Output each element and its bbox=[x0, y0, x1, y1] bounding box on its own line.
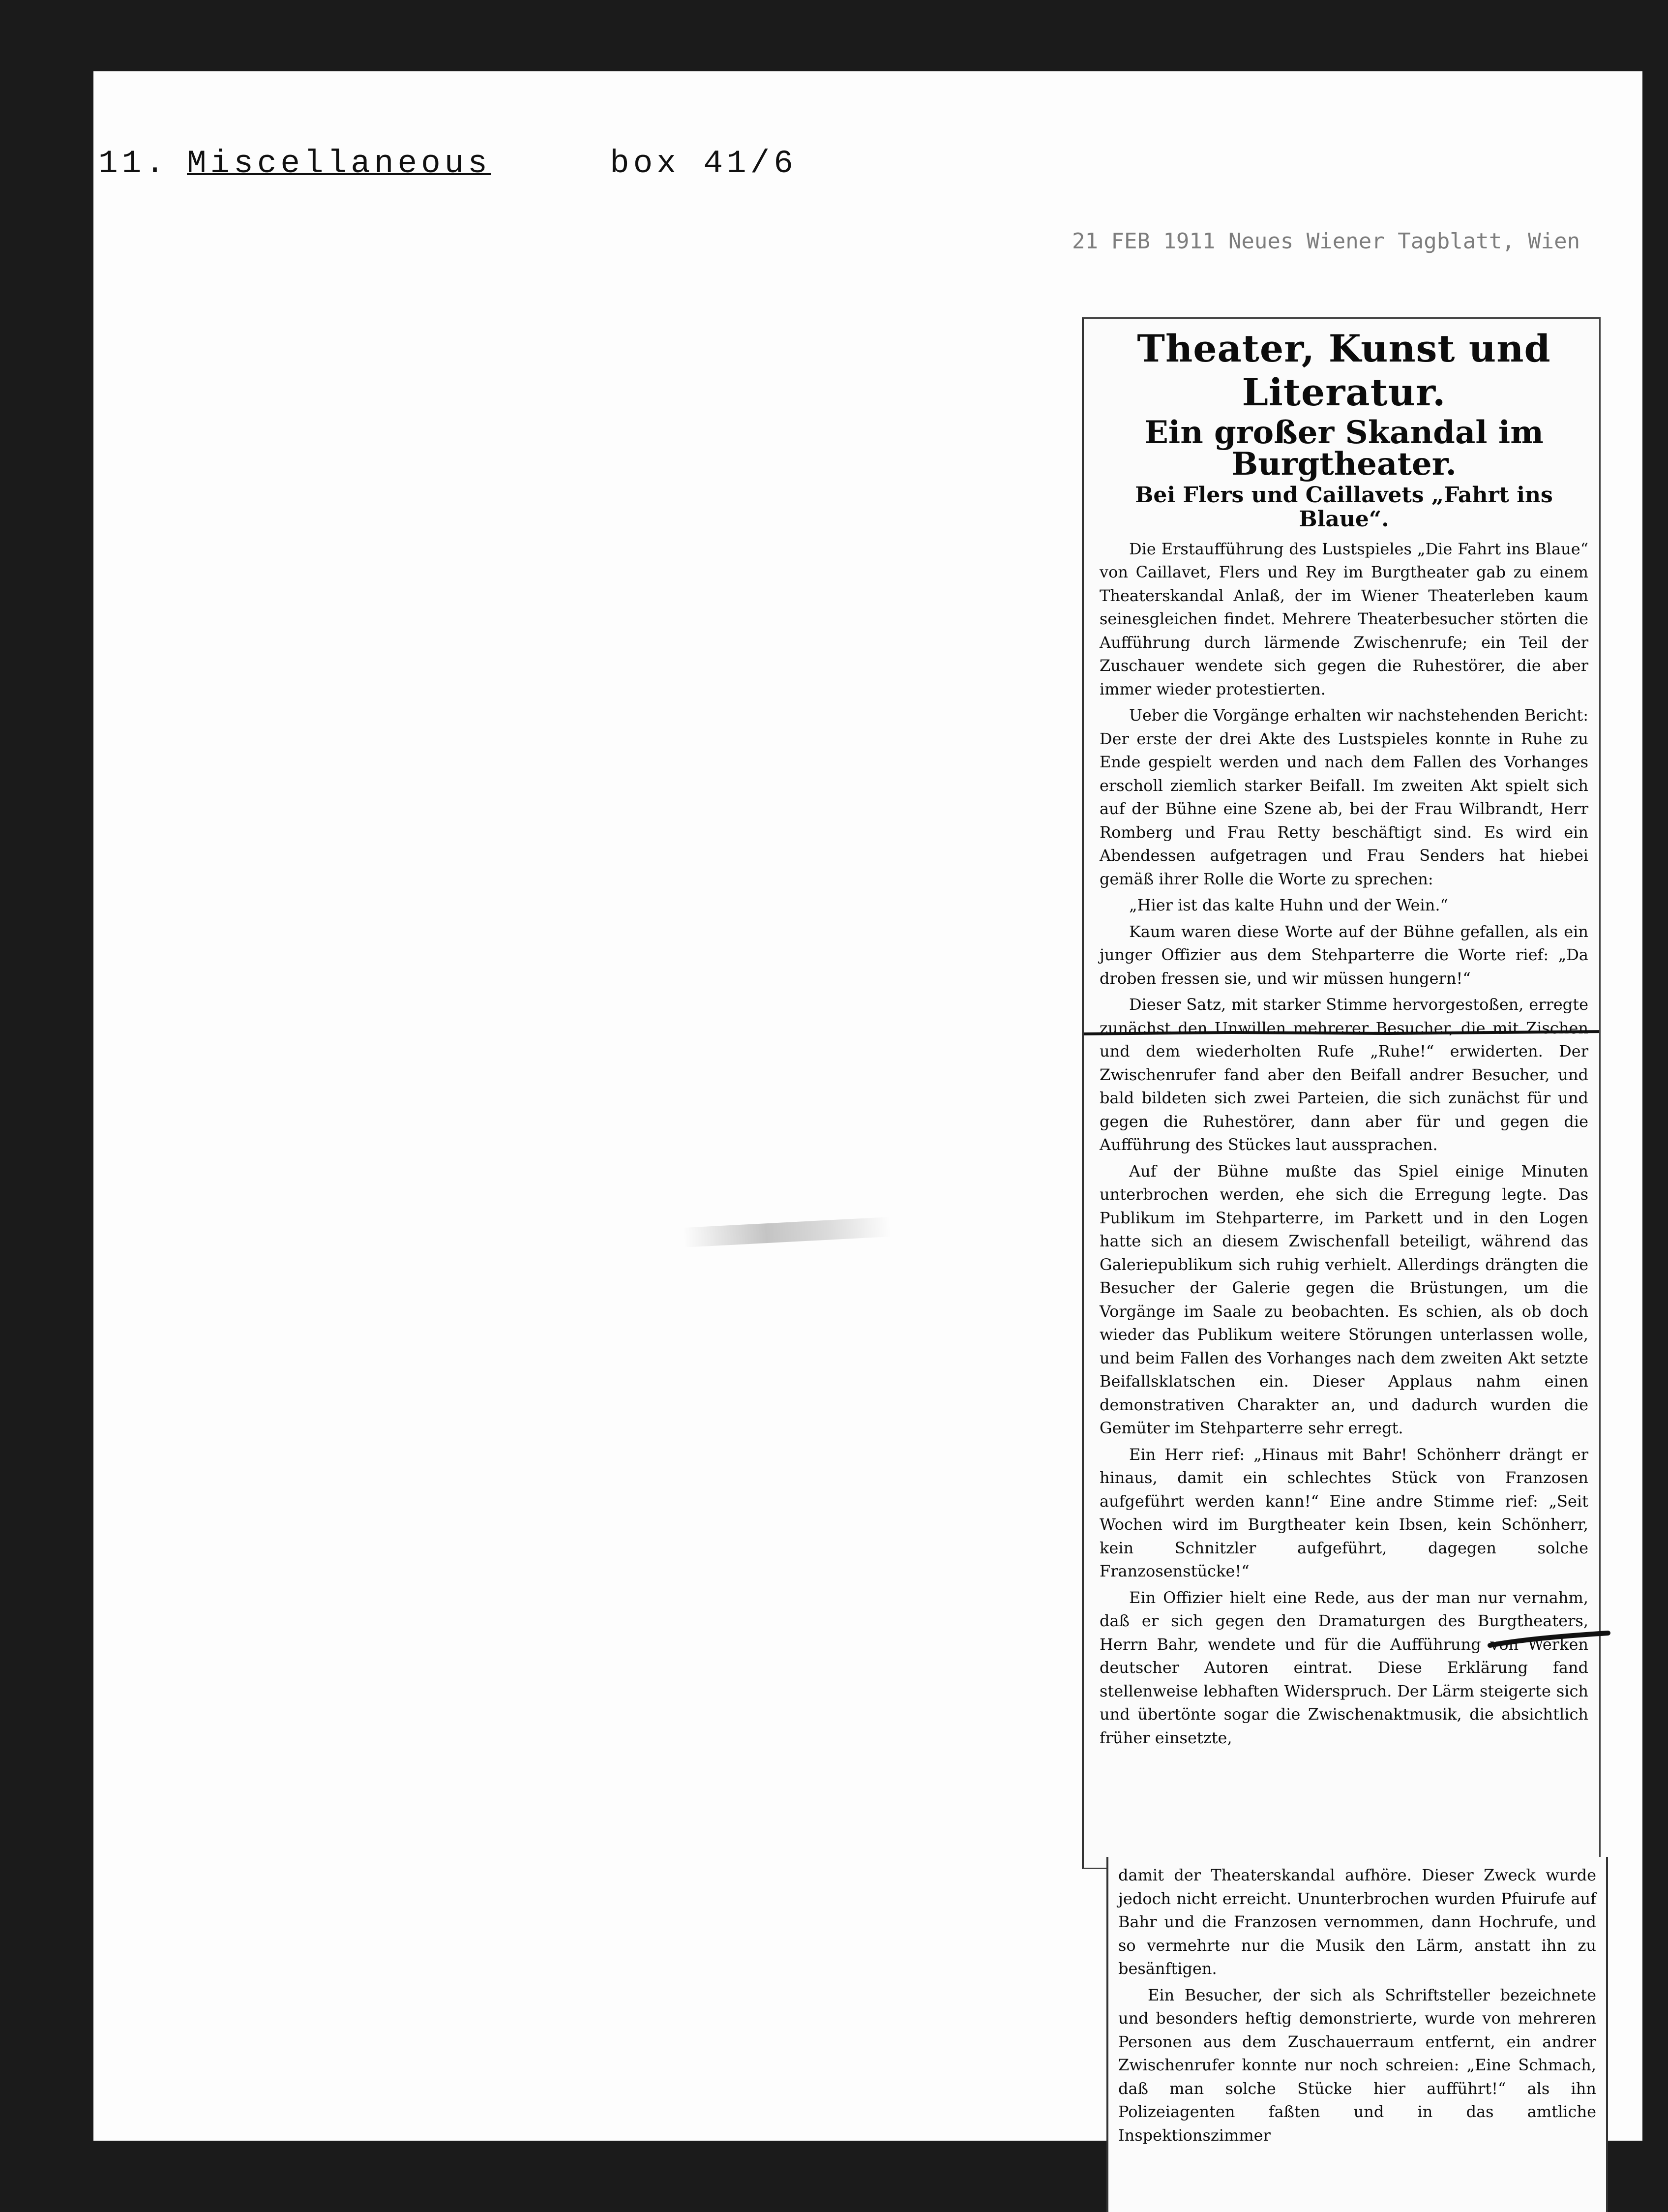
article-paragraph: damit der Theaterskandal aufhöre. Dieser Zweck wurde jedoch nicht erreicht. Ununterbrochen wurden Pfuirufe auf Bahr und die Franzosen vernommen, dann Hochrufe, und so vermehrte nur die Musik den Lärm, anstatt ihn zu besänftigen. bbox=[1118, 1866, 1596, 1978]
article-paragraph: Die Erstaufführung des Lustspieles „Die Fahrt ins Blaue“ von Caillavet, Flers und Rey im Burgtheater gab zu einem Theaterskandal Anlaß, der im Wiener Theaterleben kaum seinesgleichen findet. Mehrere Theaterbesucher störten die Aufführung durch lärmende Zwischenrufe; ein Teil der Zuschauer wendete sich gegen die Ruhestörer, die aber immer wieder protestierten. bbox=[1100, 539, 1588, 698]
header-category: Miscellaneous bbox=[187, 145, 491, 182]
article-paragraph: Ein Offizier hielt eine Rede, aus der man nur vernahm, daß er sich gegen den Dramaturgen des Burgtheaters, Herrn Bahr, wendete und für die Aufführung von Werken deutscher Autoren eintrat. Diese Erklärung fand stellenweise lebhaften Widerspruch. Der Lärm steigerte sich und übertönte sogar die Zwischenaktmusik, die absichtlich früher einsetzte, bbox=[1100, 1588, 1588, 1747]
article-body bbox=[1100, 538, 1588, 1750]
pen-mark bbox=[1485, 1626, 1613, 1655]
ink-strikethrough bbox=[1084, 1030, 1601, 1036]
article-subhead: Bei Flers und Caillavets „Fahrt ins Blaue“. bbox=[1135, 483, 1553, 532]
article-paragraph: Ueber die Vorgänge erhalten wir nachstehenden Bericht: Der erste der drei Akte des Lustspieles konnte in Ruhe zu Ende gespielt werden und nach dem Fallen des Vorhanges erscholl ziemlich starker Beifall. Im zweiten Akt spielt sich auf der Bühne eine Szene ab, bei der Frau Wilbrandt, Herr Romberg und Frau Retty beschäftigt sind. Es wird ein Abendessen aufgetragen und Frau Senders hat hiebei gemäß ihrer Rolle die Worte zu sprechen: bbox=[1100, 706, 1588, 888]
header-number: 11. bbox=[98, 145, 169, 182]
smudge-mark bbox=[683, 1217, 891, 1247]
article-paragraph: Ein Besucher, der sich als Schriftsteller bezeichnete und besonders heftig demonstrierte, wurde von mehreren Personen aus dem Zuschauerraum entfernt, ein andrer Zwischenrufer konnte nur noch schreien: „Eine Schmach, daß man solche Stücke hier aufführt!“ als ihn Polizeiagenten faßten und in das amtliche Inspektionszimmer bbox=[1118, 1985, 1596, 2145]
section-heading: Theater, Kunst und Literatur. bbox=[1137, 327, 1551, 414]
date-stamp: 21 FEB 1911 Neues Wiener Tagblatt, Wien bbox=[1072, 229, 1580, 254]
article-paragraph: Kaum waren diese Worte auf der Bühne gefallen, als ein junger Offizier aus dem Stehparterre die Worte rief: „Da droben fressen sie, und wir müssen hungern!“ bbox=[1100, 922, 1588, 988]
header-box: box 41/6 bbox=[610, 145, 797, 182]
newspaper-clipping-continuation bbox=[1106, 1857, 1608, 2212]
archive-header bbox=[98, 145, 797, 330]
archive-page bbox=[93, 71, 1642, 2145]
article-headline: Ein großer Skandal im Burgtheater. bbox=[1144, 414, 1544, 483]
article-paragraph: Auf der Bühne mußte das Spiel einige Minuten unterbrochen werden, ehe sich die Erregung legte. Das Publikum im Stehparterre, im Parkett und in den Logen hatte sich an diesem Zwischenfall beteiligt, während das Galeriepublikum sich ruhig verhielt. Allerdings drängten die Besucher der Galerie gegen die Brüstungen, um die Vorgänge im Saale zu beobachten. Es schien, als ob doch wieder das Publikum weitere Störungen unterlassen wolle, und beim Fallen des Vorhanges nach dem zweiten Akt setzte Beifallsklatschen ein. Dieser Applaus nahm einen demonstrativen Charakter an, und dadurch wurden die Gemüter im Stehparterre sehr erregt. bbox=[1100, 1161, 1588, 1438]
article-paragraph: Dieser Satz, mit starker Stimme hervorgestoßen, erregte zunächst den Unwillen mehrerer Besucher, die mit Zischen und dem wiederholten Rufe „Ruhe!“ erwiderten. Der Zwischenrufer fand aber den Beifall andrer Besucher, und bald bildeten sich zwei Parteien, die sich zunächst für und gegen die Ruhestörer, dann aber für und gegen die Aufführung des Stückes laut aussprachen. bbox=[1100, 995, 1588, 1154]
article-paragraph: „Hier ist das kalte Huhn und der Wein.“ bbox=[1129, 896, 1448, 915]
article-paragraph: Ein Herr rief: „Hinaus mit Bahr! Schönherr drängt er hinaus, damit ein schlechtes Stück von Franzosen aufgeführt werden kann!“ Eine andre Stimme rief: „Seit Wochen wird im Burgtheater kein Ibsen, kein Schönherr, kein Schnitzler aufgeführt, dagegen solche Franzosenstücke!“ bbox=[1100, 1445, 1588, 1581]
continuation-body bbox=[1118, 1864, 1596, 2147]
